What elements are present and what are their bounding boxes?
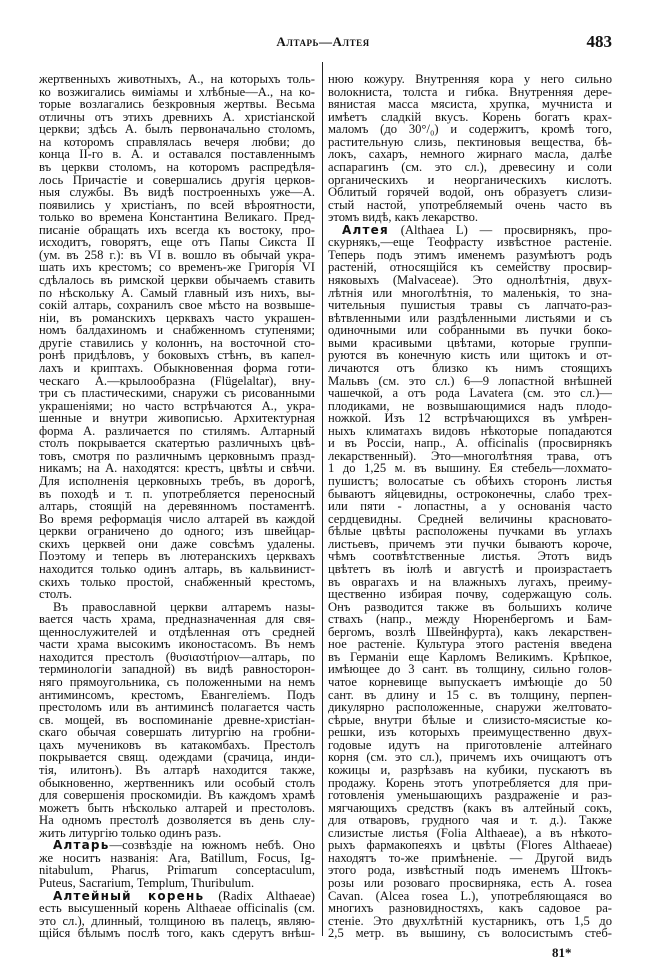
page-number: 483 <box>586 32 612 51</box>
line-text: покрывается свящ. одеждами (срачица, инди- <box>39 750 315 765</box>
text-line <box>39 927 315 940</box>
line-text: Въ православной церкви алтаремъ назы- <box>53 599 315 614</box>
line-text: только во времена Константина Великаго. Пред- <box>39 210 315 225</box>
line-text: сант. въ длину и 15 с. въ толщину, перпен- <box>328 687 612 702</box>
line-text: ческаго А.—крылообразна (Flügelaltar), вну- <box>39 373 315 388</box>
line-text: же носитъ названія: Ara, Batillum, Focus, Ig- <box>39 850 315 865</box>
line-text: отличны отъ этихъ древнихъ А. христіанской <box>39 109 315 124</box>
line-text: лекарственный). Это—многолѣтняя трава, отъ <box>328 448 612 463</box>
line-text: Для исполненія церковныхъ требъ, въ дорогѣ, <box>39 474 315 488</box>
line-text: св. мощей, въ воспоминаніе древне-христіан- <box>39 712 315 727</box>
line-text: столъ. <box>39 587 73 602</box>
line-text: сердцевидны. Средней величины красновато- <box>328 511 612 526</box>
line-text: въ походѣ и т. п. употребляется переносный <box>39 486 315 501</box>
line-text: торые возлагались безкровныя жертвы. Весьма <box>39 97 315 112</box>
line-text: находится престолъ (θυσιαστήριον—алтарь, по <box>39 649 315 664</box>
line-text: три съ пластическими, снаружи съ рисованными <box>39 386 315 401</box>
line-text: розы или розоваго просвирняка, есть A. rosea <box>328 876 612 890</box>
line-text: корня (см. это сл.), причемъ ихъ очищаютъ отъ <box>328 750 612 765</box>
line-text: щественно избирая почву, содержащую соль. <box>328 587 612 602</box>
line-text: конца II-го в. А. и оставался поставленнымъ <box>39 147 315 162</box>
line-text: дикулярно расположенные, снаружи желтовато- <box>328 700 612 715</box>
line-text: рыхъ фармакопеяхъ и цвѣты (Flores Althaeae) <box>328 838 612 853</box>
line-text: сдѣлалось въ римской церкви обычаемъ ставить <box>39 273 315 287</box>
line-text: органическихъ и неорганическихъ кислотъ. <box>328 172 612 187</box>
line-text: писаніе обращать ихъ всегда къ востоку, про- <box>39 222 315 237</box>
text-line <box>328 927 612 940</box>
line-text: волокниста, толста и гибка. Внутренняя дере- <box>328 84 612 99</box>
line-text: Мальвъ (см. это сл.) 6—9 лопастной внѣшней <box>328 373 612 388</box>
line-text: этого рода, извѣстный подъ именемъ Штокъ- <box>328 863 612 878</box>
line-text: кожицы и, разрѣзавъ на кубики, пускаютъ въ <box>328 762 612 777</box>
line-text: ное растеніе. Культура этого растенія введена <box>328 637 612 652</box>
line-text: лахъ и криптахъ. Обыкновенная форма готи- <box>39 360 315 375</box>
line-text: локъ, сахаръ, немного жирнаго масла, далѣе <box>328 147 612 162</box>
line-text: имѣющее до 3 сант. въ толщину, сильно голов- <box>328 662 612 677</box>
line-text: стый настой, употребляемый очень часто въ <box>328 197 612 212</box>
line-text: другіе ставились у колоннъ, на восточной сто- <box>39 335 315 350</box>
line-text: обыкновенно, жертвенникъ или особый столъ <box>39 775 315 790</box>
line-text: есть высушенный корень Althaeae officinalis (см. <box>39 901 315 916</box>
text-paragraph <box>328 73 612 224</box>
line-text: аспарагинъ (см. это сл.), древесину и соли <box>328 159 612 174</box>
line-text: жить литургію только одинъ разъ. <box>39 825 222 840</box>
line-text: одиночными или собранными въ пучки боко- <box>328 323 612 338</box>
line-text: Онъ разводится также въ большихъ количе <box>328 599 612 614</box>
line-text: щеннослужителей и отдѣленная отъ средней <box>39 624 315 639</box>
line-text: Поэтому и теперь въ лютеранскихъ церквахъ <box>39 549 315 564</box>
line-text: На одномъ престолѣ дозволяется въ день слу- <box>39 813 315 828</box>
line-text: по нѣскольку А. Самый главный изъ нихъ, вы- <box>39 285 315 300</box>
right-column <box>328 73 612 940</box>
line-text: вается часть храма, предназначенная для свя- <box>39 612 315 627</box>
line-text: для отваровъ, грудного чая и т. д.). Также <box>328 813 612 828</box>
line-text: номъ балдахиномъ и снабженномъ ступенями; <box>39 323 315 338</box>
line-text: щійся бѣлымъ послѣ того, какъ сдерутъ внѣш- <box>39 926 315 941</box>
line-text: чатое корневище выпускаетъ имѣющіе до 50 <box>328 675 612 689</box>
line-text: чашечкой, а отъ рода Lavatera (см. это сл.)— <box>328 386 612 401</box>
line-text: годовые идутъ на приготовленіе алтейнаго <box>328 737 612 752</box>
line-text: 1 до 1,25 м. въ вышину. Ея стебель—лохмато- <box>328 461 612 476</box>
line-text: руются въ конечную кисть или щитокъ и от- <box>328 348 612 363</box>
line-text: находятъ то-же примѣненіе. — Другой видъ <box>328 850 612 865</box>
line-text: вѣтвленными или раздѣленными листьями и съ <box>328 310 612 325</box>
line-text: этомъ видѣ, какъ лекарство. <box>328 210 479 225</box>
line-text: скурнякъ,—еще Теофрасту извѣстное растеніе. <box>328 235 612 250</box>
text-paragraph <box>39 601 315 840</box>
line-text: Cavan. (Alcea rosea L.), употребляющаяся во <box>328 888 612 903</box>
line-text: nitabulum, Pharus, Primarum conceptaculum, <box>39 863 315 878</box>
line-text: лѣтнія или многолѣтнія, то маленькія, то зна- <box>328 285 612 300</box>
entry-headword: Алтарь <box>53 838 110 853</box>
line-text: товъ, смотря по различнымъ церковнымъ празд- <box>39 448 315 463</box>
line-text: бергомъ, возлѣ Швейнфурта), какъ лекарствен- <box>328 624 612 639</box>
line-text: столъ покрывается скатертью различныхъ цвѣ- <box>39 436 315 451</box>
line-text: готовленія уменьшающихъ раздраженіе и раз- <box>328 788 612 803</box>
entry-headword: Алтея <box>342 222 389 237</box>
running-head <box>0 34 650 52</box>
line-text: въ оврагахъ и на влажныхъ лугахъ, преиму- <box>328 574 612 589</box>
line-text: чѣмъ соотвѣтственные листья. Этотъ видъ <box>328 549 612 564</box>
line-text: бываютъ яйцевидны, остроконечны, слабо трех- <box>328 486 612 501</box>
line-text: и въ Россіи, напр., A. officinalis (просвирнякъ <box>328 436 612 451</box>
article-entry <box>328 224 612 940</box>
line-text: скаго обычая совершать литургію на гробни- <box>39 725 315 740</box>
line-text: цахъ мучениковъ въ катакомбахъ. Престолъ <box>39 737 315 752</box>
text-line <box>39 576 315 589</box>
line-text: цвѣтетъ въ іюлѣ и августѣ и произрастаетъ <box>328 561 612 576</box>
line-text: алтарь, стоящій на деревянномъ постаментѣ. <box>39 499 315 514</box>
line-text: Puteus, Sacrarium, Templum, Thuribulum. <box>39 876 255 890</box>
left-column <box>39 73 315 940</box>
line-text: жертвенныхъ животныхъ, А., на которыхъ толь- <box>39 72 315 86</box>
text-paragraph <box>39 73 315 601</box>
line-text: Облитый горячей водой, онъ образуетъ слизи- <box>328 185 612 200</box>
line-text: —созвѣздіе на южномъ небѣ. Оно <box>109 838 315 853</box>
line-text: скихъ только простой, снабженный крестомъ, <box>39 574 315 589</box>
line-text: ронѣ придѣловъ, у боковыхъ стѣнъ, въ капел- <box>39 348 315 363</box>
line-text: (Radix Althaeae) <box>204 888 315 903</box>
entry-headword: Алтейный корень <box>53 888 205 903</box>
line-text: ныхъ климатахъ видовъ нѣкоторые попадаются <box>328 423 612 438</box>
line-text: маломъ (до 30°/₀) и содержитъ, кромѣ того, <box>328 122 612 137</box>
line-text: нюю кожуру. Внутренняя кора у него сильно <box>328 72 612 86</box>
line-text: растеній, относящійся къ семейству просвир- <box>328 260 612 275</box>
line-text: Во время реформація число алтарей въ каждой <box>39 511 315 526</box>
line-text: личаются отъ близко къ нимъ стоящихъ <box>328 360 612 375</box>
line-text: плодиками, не возвышающимися надъ плодо- <box>328 398 612 413</box>
line-text: многихъ разновидностяхъ, какъ садовое ра- <box>328 901 612 916</box>
article-entry <box>39 839 315 889</box>
line-text: или пяти - лопастны, а у основанія часто <box>328 499 612 514</box>
line-text: форма А. различается по стилямъ. Алтарный <box>39 423 315 438</box>
line-text: въ Германіи еще Карломъ Великимъ. Крѣпкое, <box>328 649 612 664</box>
line-text: Теперь подъ этимъ именемъ разумѣютъ родъ <box>328 247 612 262</box>
line-text: 2,5 метр. въ вышину, съ волосистымъ стеб- <box>328 926 612 941</box>
line-text: чительныя пушистыя травы съ лапчато-раз- <box>328 298 612 313</box>
line-text: вянистая масса мясиста, хрупка, мучниста и <box>328 97 612 112</box>
line-text: терминологіи западной) въ видѣ равносторон- <box>39 662 315 677</box>
line-text: антиминсомъ, крестомъ, Евангеліемъ. Подъ <box>39 687 315 702</box>
line-text: ножкой. Изъ 12 встрѣчающихся въ умѣрен- <box>328 411 612 426</box>
line-text: ствахъ (напр., между Нюренбергомъ и Бам- <box>328 612 612 627</box>
line-text: для совершенія проскомидіи. Въ каждомъ храмѣ <box>39 788 315 803</box>
column-divider <box>322 62 323 936</box>
line-text: украшеніями; но часто встрѣчаются А., укра- <box>39 398 315 413</box>
line-text: церкви ограничено до одного; изъ швейцар- <box>39 524 315 539</box>
line-text: лось Причастіе и совершались другія церков- <box>39 172 315 187</box>
line-text: сѣрые, внутри бѣлые и слизисто-мясистые ко- <box>328 712 612 727</box>
line-text: стеніе. Это двухлѣтній кустарникъ, отъ 1,5 до <box>328 913 612 928</box>
line-text: церкви; здѣсь А. былъ первоначально столомъ, <box>39 122 315 137</box>
line-text: ніи, въ романскихъ церквахъ часто украшен- <box>39 310 315 325</box>
line-text: мягчающихъ средствъ (какъ въ алтейный сокъ, <box>328 800 612 815</box>
line-text: тія, илитонъ). Въ алтарѣ находится также, <box>39 762 315 777</box>
line-text: имѣетъ сладкій вкусъ. Корень богатъ крах- <box>328 109 612 124</box>
line-text: на которомъ справлялась вечеря любви; до <box>39 134 315 149</box>
line-text: находится только одинъ алтарь, въ кальвинист- <box>39 561 315 576</box>
line-text: пушистъ; волосатые съ обѣихъ сторонъ листья <box>328 474 612 488</box>
line-text: части храма высокимъ иконостасомъ. Въ немъ <box>39 637 315 652</box>
line-text: няго прямоугольника, съ положенными на немъ <box>39 675 315 689</box>
line-text: ныя службы. Въ видѣ построенныхъ уже—А. <box>39 185 315 200</box>
line-text: бѣлые цвѣты расположены пучками въ углахъ <box>328 524 612 539</box>
line-text: растительную слизь, пектиновыя вещества, бѣ- <box>328 134 612 149</box>
line-text: решки, изъ которыхъ преимущественно двух- <box>328 725 612 740</box>
line-text: няковыхъ (Malvaceae). Это однолѣтнія, двух- <box>328 273 612 287</box>
line-text: никамъ; на А. находятся: крестъ, цвѣты и свѣчи. <box>39 461 315 476</box>
line-text: это сл.), длинный, толщиною въ палецъ, являю- <box>39 913 315 928</box>
line-text: (Althaea L) — просвирнякъ, про- <box>388 222 612 237</box>
line-text: ко возжигались ѳиміамы и хлѣбные—А., на ко- <box>39 84 315 99</box>
running-title: Алтарь—Алтея <box>276 34 370 49</box>
line-text: продажу. Корень этотъ употребляется для при- <box>328 775 612 790</box>
line-text: шать ихъ крестомъ; со временъ-же Григорія VI <box>39 260 315 275</box>
line-text: исходитъ, говорятъ, еще отъ Папы Сикста II <box>39 235 315 250</box>
line-text: престоломъ или въ антиминсѣ полагается часть <box>39 700 315 715</box>
line-text: въ церкви столомъ, на которомъ распредѣля- <box>39 159 315 174</box>
printer-signature-mark: 81* <box>552 945 572 960</box>
line-text: шенные и внутри живописью. Архитектурная <box>39 411 315 426</box>
line-text: слизистые листья (Folia Althaeae), а въ нѣкото- <box>328 825 612 840</box>
line-text: сокій алтарь, сохранилъ свое мѣсто на возвыше- <box>39 298 315 313</box>
line-text: появились у христіанъ, по всей вѣроятности, <box>39 197 315 212</box>
article-entry <box>39 890 315 940</box>
line-text: можетъ быть нѣсколько алтарей и престоловъ. <box>39 800 315 815</box>
line-text: (ум. въ 258 г.): въ VI в. вошло въ обычай укра- <box>39 247 315 262</box>
line-text: выми красивыми цвѣтами, которые группи- <box>328 335 612 350</box>
line-text: листьевъ, причемъ эти пучки бываютъ короче, <box>328 536 612 551</box>
line-text: скихъ церквей они даже совсѣмъ удалены. <box>39 536 315 551</box>
